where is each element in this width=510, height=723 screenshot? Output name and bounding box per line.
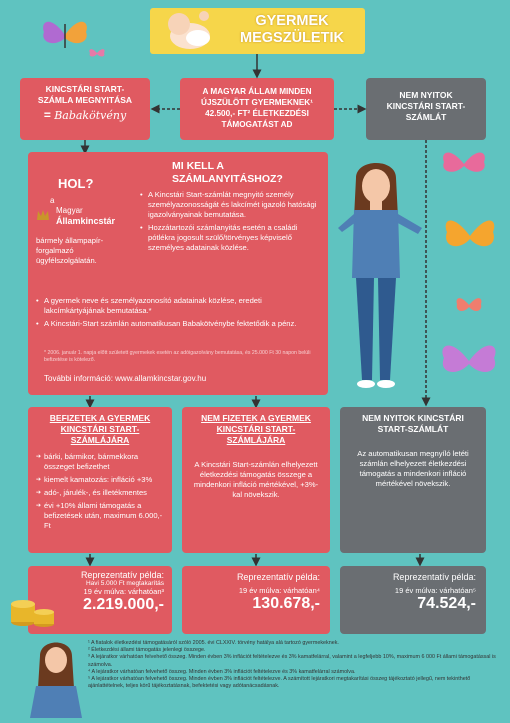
footnote: ⁴ A lejáratkor várhatóan felvehető összeg. Minden évben 3% inflációt feltételezve és 3% kamatfelárral számolva. bbox=[88, 668, 356, 675]
babakotveny-brand: Babakötvény bbox=[54, 109, 127, 122]
example-1-label: Reprezentatív példa: bbox=[80, 570, 164, 580]
example-3-box bbox=[340, 566, 486, 634]
footnote: ⁵ A lejáratkor várhatóan felvehető összeg. Minden évben 3% inflációt feltételezve. A számított lejáratkori megtakarítási összeg tájékoztató jellegű, nem tekinthető ajánlattételnek, teljes körű tájékoztatásnak, befektetési vagy adótanácsadásnak. bbox=[88, 676, 471, 690]
column-2-box bbox=[182, 407, 330, 553]
example-3-years: 19 év múlva: várhatóan⁵ bbox=[394, 586, 476, 595]
column-1-item: ➔ adó-, járulék-, és illetékmentes bbox=[36, 488, 164, 498]
footnote: ³ A lejáratkor várhatóan felvehető összeg. Minden évben 3% inflációt feltételezve és 3% kamatfelárral, valamint a legfeljebb 10%, maximum 6 000 Ft állami támogatással is számolva. bbox=[88, 654, 496, 668]
example-3-label: Reprezentatív példa: bbox=[392, 572, 476, 582]
example-3-value: 74.524,- bbox=[417, 595, 476, 612]
column-3-title: NEM NYITOK KINCSTÁRI START-SZÁMLÁT bbox=[362, 413, 464, 434]
logo-bottom-text: Államkincstár bbox=[56, 216, 116, 226]
column-2-title: NEM FIZETEK A GYERMEK KINCSTÁRI START-SZÁMLÁJÁRA bbox=[201, 413, 311, 445]
column-3-text: Az automatikusan megnyíló letéti számlán elhelyezett életkezdési támogatás a mindenkori infláció mértékével növekszik. bbox=[357, 449, 469, 488]
example-1-value: 2.219.000,- bbox=[83, 596, 164, 613]
equals-sign: = bbox=[43, 108, 51, 122]
requirement-item: • A Kincstári-Start számlán automatikusan Babakötvénybe fektetődik a pénz. bbox=[36, 319, 320, 329]
column-1-item: ➔ kiemelt kamatozás: infláció +3% bbox=[36, 475, 164, 485]
column-1-box bbox=[28, 407, 172, 553]
column-1-item: ➔ évi +10% állami támogatás a befizetések után, maximum 6.000,- Ft bbox=[36, 501, 164, 531]
example-1-sub: Havi 5.000 Ft megtakarítás bbox=[85, 580, 164, 587]
requirement-item: • A Kincstári Start-számlát megnyitó személy személyazonosságát és lakcímét igazoló hatósági igazolványainak bemutatása. bbox=[140, 190, 318, 220]
hol-a: a bbox=[50, 196, 55, 205]
column-1-list bbox=[36, 452, 164, 531]
column-3-box bbox=[340, 407, 486, 553]
example-1-years: 19 év múlva: várhatóan³ bbox=[83, 587, 164, 596]
footnotes bbox=[88, 640, 498, 690]
woman-avatar bbox=[26, 638, 86, 718]
example-2-box bbox=[182, 566, 330, 634]
column-1-title: BEFIZETEK A GYERMEK KINCSTÁRI START-SZÁMLÁJÁRA bbox=[49, 413, 151, 445]
kincstar-logo bbox=[36, 204, 136, 232]
logo-top-text: Magyar bbox=[56, 206, 83, 215]
woman-illustration bbox=[326, 158, 426, 398]
example-2-label: Reprezentatív példa: bbox=[236, 572, 320, 582]
hol-title: HOL? bbox=[58, 176, 94, 191]
crown-icon bbox=[36, 208, 50, 222]
footnote: ¹ A fiatalok életkezdési támogatásáról szóló 2005. évi CLXXIV. törvény hatálya alá tartozó gyermekeknek. bbox=[88, 640, 339, 646]
example-2-years: 19 év múlva: várhatóan⁴ bbox=[238, 586, 320, 595]
requirement-item: • Hozzátartozói számlanyitás esetén a családi pótlékra jogosult szülő/törvényes képviselő személyes adatainak közlése. bbox=[140, 223, 318, 253]
more-info-link[interactable]: További információ: www.allamkincstar.gov.hu bbox=[44, 374, 207, 383]
top-left-title: KINCSTÁRI START-SZÁMLA MEGNYITÁSA bbox=[37, 84, 133, 105]
small-note: * 2006. január 1. napja előtt született gyermekek esetén az adóigazolvány bemutatása, és 25.000 Ft 30 napon belüli befizetése is kötelező. bbox=[44, 350, 311, 363]
coins-illustration bbox=[8, 588, 58, 628]
column-1-item: ➔ bárki, bármikor, bármekkora összeget befizethet bbox=[36, 452, 164, 472]
title-line1: GYERMEK bbox=[255, 13, 329, 29]
title-line2: MEGSZÜLETIK bbox=[240, 30, 344, 46]
example-2-value: 130.678,- bbox=[252, 595, 320, 612]
requirements-list bbox=[140, 190, 318, 256]
requirements-list-wide bbox=[36, 296, 320, 332]
column-2-text: A Kincstári Start-számlán elhelyezett életkezdési támogatás összege a mindenkori infláció mértékével, +3%-kal növekszik. bbox=[193, 460, 319, 499]
mi-kell-title: MI KELL A SZÁMLANYITÁSHOZ? bbox=[172, 160, 283, 185]
footnote: ² Életkezdési állami támogatás jelenlegi összege. bbox=[88, 647, 206, 654]
top-right-title: NEM NYITOK KINCSTÁRI START-SZÁMLÁT bbox=[386, 90, 466, 122]
requirement-item: • A gyermek neve és személyazonosító adatainak közlése, eredeti lakcímkártyájának bemutatása.* bbox=[36, 296, 320, 316]
hol-text: bármely állampapír-forgalmazó ügyfélszolgálatán. bbox=[36, 236, 104, 265]
top-center-title: A MAGYAR ÁLLAM MINDEN ÚJSZÜLÖTT GYERMEKNEK¹ 42.500,- FT² ÉLETKEZDÉSI TÁMOGATÁST AD bbox=[201, 87, 313, 129]
